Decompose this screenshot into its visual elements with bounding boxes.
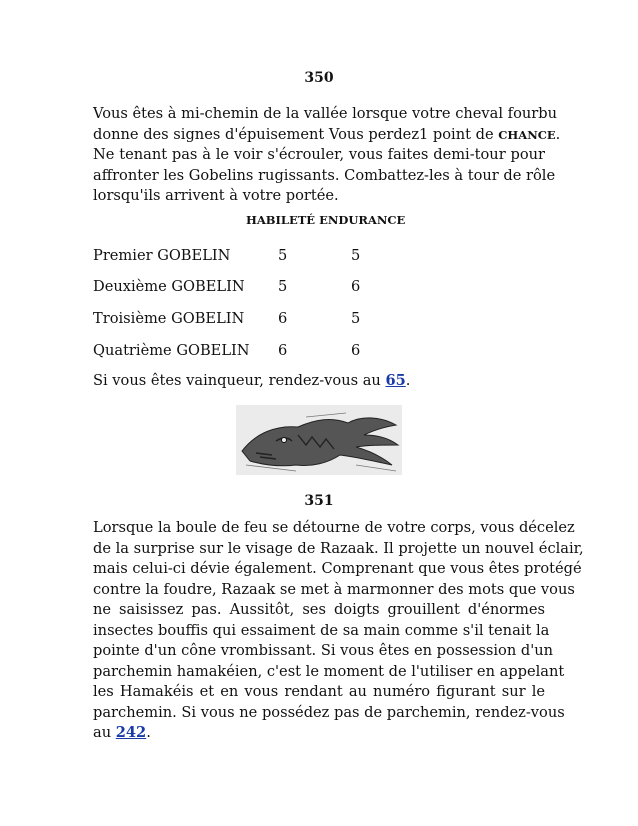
text-line: au 242. bbox=[93, 724, 151, 741]
goblin-head-icon bbox=[236, 405, 402, 475]
enemy-name: Quatrième GOBELIN bbox=[93, 342, 250, 359]
goblin-illustration bbox=[236, 405, 402, 475]
section-number-351: 351 bbox=[304, 493, 334, 509]
chance-label: CHANCE bbox=[498, 127, 556, 142]
text-line: les Hamakéis et en vous rendant au numéro figurant sur le bbox=[93, 683, 545, 700]
victory-text: Si vous êtes vainqueur, rendez-vous au 65. bbox=[93, 372, 411, 389]
section-number-350: 350 bbox=[304, 70, 334, 86]
text-line: affronter les Gobelins rugissants. Combattez-les à tour de rôle bbox=[93, 166, 556, 184]
section-link-65[interactable]: 65 bbox=[385, 372, 406, 389]
text-line: insectes bouffis qui essaiment de sa main comme s'il tenait la bbox=[93, 621, 550, 639]
enemy-name: Premier GOBELIN bbox=[93, 247, 231, 264]
enemy-endurance: 6 bbox=[351, 278, 361, 295]
text-line: de la surprise sur le visage de Razaak. Il projette un nouvel éclair, bbox=[93, 539, 584, 557]
enemy-name: Troisième GOBELIN bbox=[93, 310, 245, 327]
text-line: lorsqu'ils arrivent à votre portée. bbox=[93, 187, 339, 204]
enemy-habilete: 6 bbox=[278, 310, 288, 327]
text-line: ne saisissez pas. Aussitôt, ses doigts grouillent d'énormes bbox=[93, 601, 545, 618]
section-351-text bbox=[93, 518, 584, 744]
enemy-endurance: 6 bbox=[351, 342, 361, 359]
enemy-name: Deuxième GOBELIN bbox=[93, 278, 245, 295]
text-line: Lorsque la boule de feu se détourne de votre corps, vous décelez bbox=[93, 519, 575, 536]
enemy-habilete: 5 bbox=[278, 247, 288, 264]
text-line: donne des signes d'épuisement Vous perdez1 point de CHANCE. bbox=[93, 125, 561, 143]
text-line: parchemin hamakéien, c'est le moment de l'utiliser en appelant bbox=[93, 662, 565, 680]
enemy-habilete: 6 bbox=[278, 342, 288, 359]
stats-header: HABILETÉ ENDURANCE bbox=[246, 213, 406, 227]
text-line: Vous êtes à mi-chemin de la vallée lorsque votre cheval fourbu bbox=[93, 105, 557, 122]
enemy-habilete: 5 bbox=[278, 278, 288, 295]
text-line: parchemin. Si vous ne possédez pas de parchemin, rendez-vous bbox=[93, 703, 565, 721]
enemy-endurance: 5 bbox=[351, 310, 361, 327]
text-line: contre la foudre, Razaak se met à marmonner des mots que vous bbox=[93, 580, 575, 598]
text-line: Ne tenant pas à le voir s'écrouler, vous faites demi-tour pour bbox=[93, 146, 545, 163]
enemy-endurance: 5 bbox=[351, 247, 361, 264]
section-350-text bbox=[93, 104, 561, 207]
text-line: pointe d'un cône vrombissant. Si vous êtes en possession d'un bbox=[93, 642, 554, 659]
text-line: mais celui-ci dévie également. Comprenant que vous êtes protégé bbox=[93, 560, 582, 577]
section-link-242[interactable]: 242 bbox=[115, 724, 147, 741]
